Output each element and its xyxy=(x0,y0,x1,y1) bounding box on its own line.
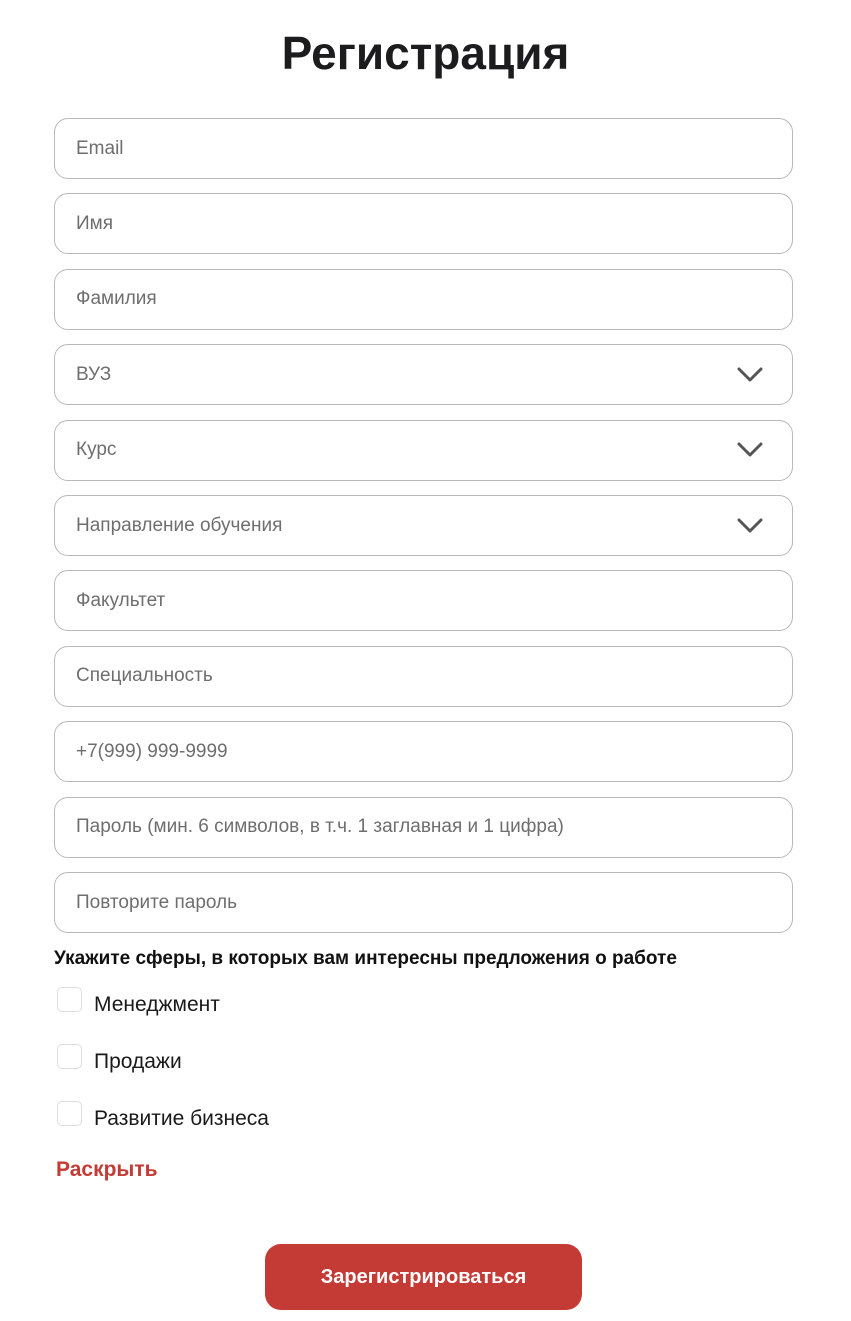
interest-checkbox[interactable] xyxy=(57,1107,269,1131)
field-placeholder: +7(999) 999-9999 xyxy=(76,740,228,762)
checkbox-label: Менеджмент xyxy=(94,993,220,1016)
field-placeholder: Фамилия xyxy=(76,288,157,310)
checkbox[interactable] xyxy=(57,987,82,1012)
field-placeholder: Пароль (мин. 6 символов, в т.ч. 1 заглавная и 1 цифра) xyxy=(76,816,564,838)
input-field[interactable] xyxy=(54,646,793,707)
field-placeholder: Email xyxy=(76,137,124,159)
checkbox[interactable] xyxy=(57,1044,82,1069)
interests-label: Укажите сферы, в которых вам интересны предложения о работе xyxy=(54,948,677,969)
checkbox[interactable] xyxy=(57,1101,82,1126)
chevron-down-icon xyxy=(737,442,763,458)
select-field[interactable] xyxy=(54,420,793,481)
field-placeholder: Направление обучения xyxy=(76,514,283,536)
interest-checkbox[interactable] xyxy=(57,993,220,1017)
select-field[interactable] xyxy=(54,344,793,405)
chevron-down-icon xyxy=(737,518,763,534)
input-field[interactable] xyxy=(54,118,793,179)
field-placeholder: Курс xyxy=(76,439,117,461)
field-placeholder: Повторите пароль xyxy=(76,891,238,913)
input-field[interactable] xyxy=(54,721,793,782)
interest-checkbox[interactable] xyxy=(57,1050,182,1074)
page-title: Регистрация xyxy=(281,27,570,79)
checkbox-label: Развитие бизнеса xyxy=(94,1107,269,1130)
field-placeholder: Факультет xyxy=(76,589,166,611)
select-field[interactable] xyxy=(54,495,793,556)
expand-link[interactable]: Раскрыть xyxy=(56,1158,158,1181)
chevron-down-icon xyxy=(737,367,763,383)
field-placeholder: Специальность xyxy=(76,665,213,687)
field-placeholder: Имя xyxy=(76,212,114,234)
input-field[interactable] xyxy=(54,570,793,631)
register-button[interactable]: Зарегистрироваться xyxy=(265,1244,582,1310)
input-field[interactable] xyxy=(54,193,793,254)
input-field[interactable] xyxy=(54,269,793,330)
input-field[interactable] xyxy=(54,797,793,858)
input-field[interactable] xyxy=(54,872,793,933)
checkbox-label: Продажи xyxy=(94,1050,182,1073)
field-placeholder: ВУЗ xyxy=(76,363,112,385)
